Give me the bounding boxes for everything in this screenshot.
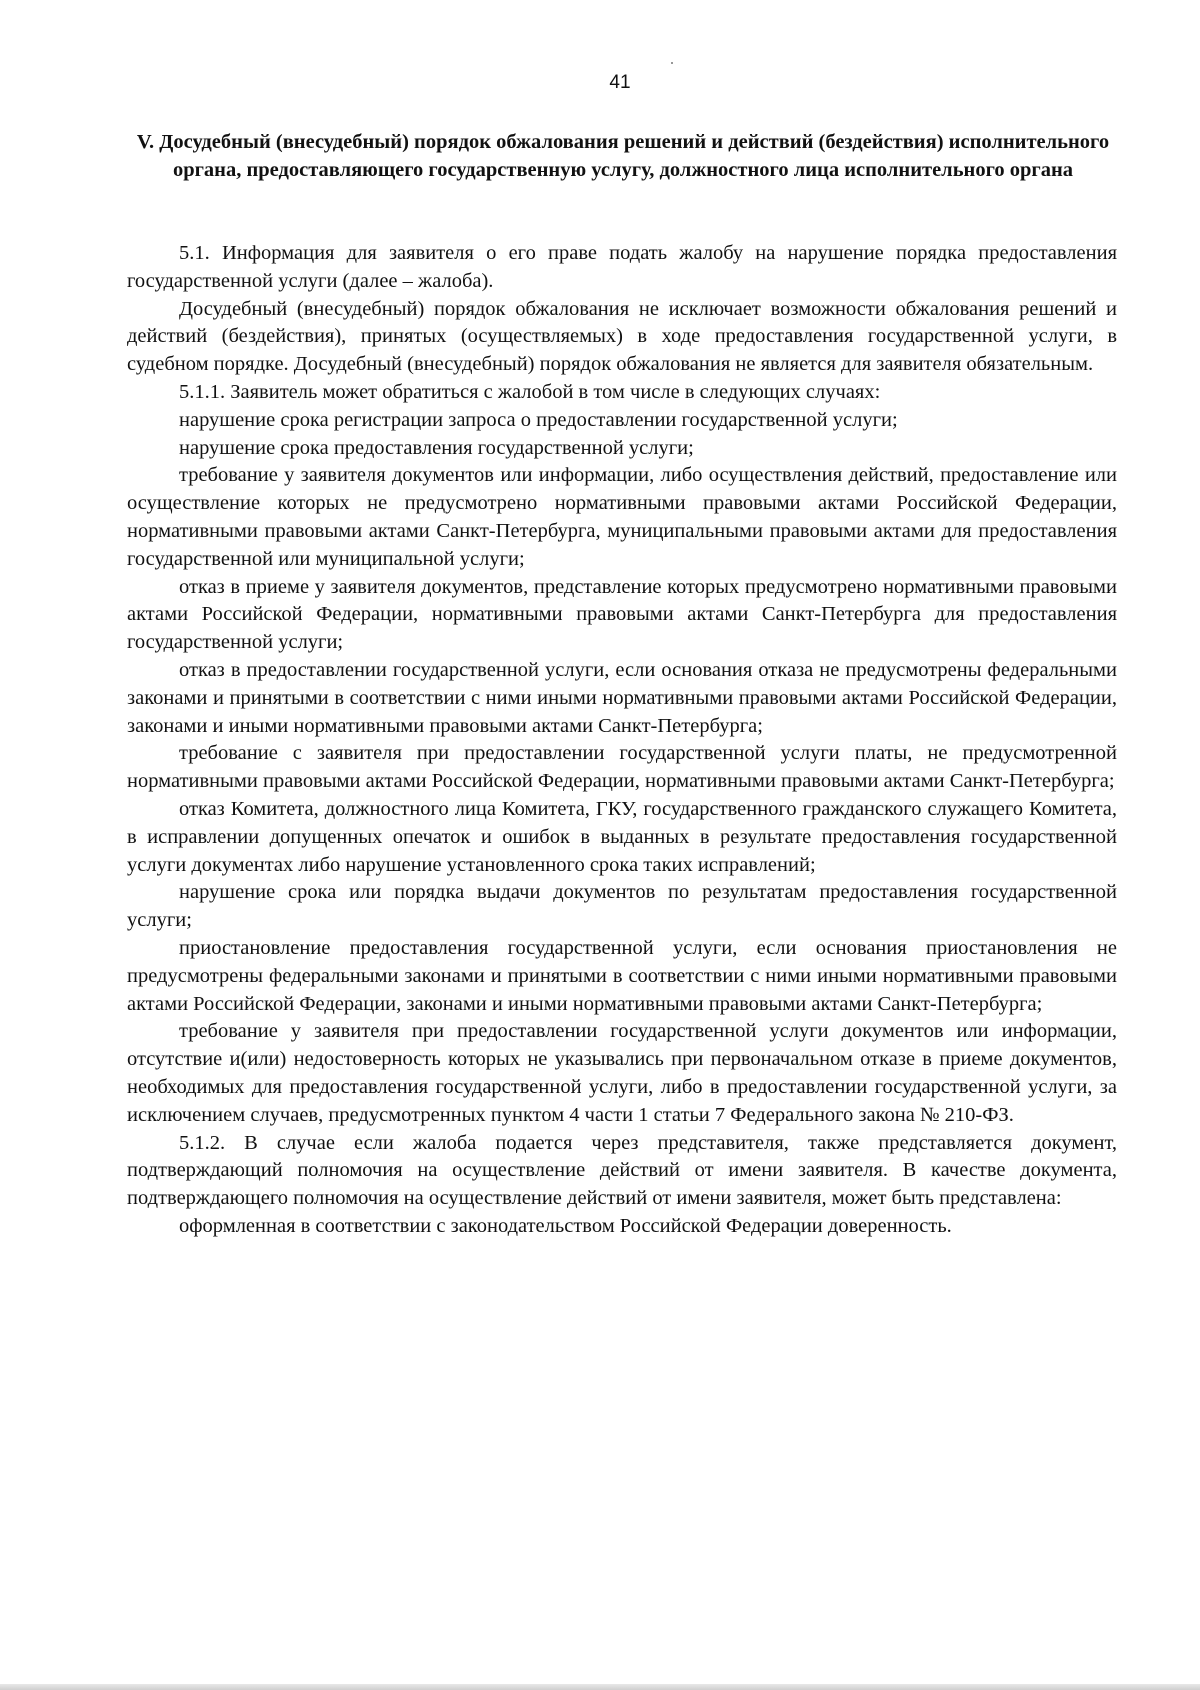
- list-item: отказ в приеме у заявителя документов, представление которых предусмотрено нормативными правовыми актами Российской Федерации, нормативными правовыми актами Санкт-Петербурга для предоставления государственной услуги;: [127, 575, 1117, 654]
- list-item-power-of-attorney: оформленная в соответствии с законодательством Российской Федерации доверенность.: [179, 1214, 952, 1237]
- list-item: нарушение срока предоставления государственной услуги;: [179, 436, 694, 459]
- section-body: [127, 240, 1117, 1241]
- section-title: V. Досудебный (внесудебный) порядок обжалования решений и действий (бездействия) исполнительного органа, предоставляющего государственную услугу, должностного лица исполнительного органа: [136, 131, 1110, 181]
- paragraph-pretrial-order: Досудебный (внесудебный) порядок обжалования не исключает возможности обжалования решений и действий (бездействия), принятых (осуществляемых) в ходе предоставления государственной услуги, в судебном порядке. Досудебный (внесудебный) порядок обжалования не является для заявителя обязательным.: [127, 297, 1117, 376]
- list-item: отказ Комитета, должностного лица Комитета, ГКУ, государственного гражданского служащего Комитета, в исправлении допущенных опечаток и ошибок в выданных в результате предоставления государственной услуги документах либо нарушение установленного срока таких исправлений;: [127, 797, 1117, 876]
- list-item: требование с заявителя при предоставлении государственной услуги платы, не предусмотренной нормативными правовыми актами Российской Федерации, нормативными правовыми актами Санкт-Петербурга;: [127, 742, 1117, 793]
- list-item: требование у заявителя при предоставлении государственной услуги документов или информации, отсутствие и(или) недостоверность которых не указывались при первоначальном отказе в приеме документов, необходимых для предоставления государственной услуги, либо в предоставлении государственной услуги, за исключением случаев, предусмотренных пунктом 4 части 1 статьи 7 Федерального закона № 210-ФЗ.: [127, 1020, 1117, 1126]
- scan-artifact-dot: [671, 62, 673, 64]
- list-item: требование у заявителя документов или информации, либо осуществления действий, предоставление или осуществление которых не предусмотрено нормативными правовыми актами Российской Федерации, нормативными правовыми актами Санкт-Петербурга, муниципальными правовыми актами для предоставления государственной или муниципальной услуги;: [127, 464, 1117, 570]
- list-item: нарушение срока или порядка выдачи документов по результатам предоставления государственной услуги;: [127, 881, 1117, 932]
- list-item: приостановление предоставления государственной услуги, если основания приостановления не предусмотрены федеральными законами и принятыми в соответствии с ними иными нормативными правовыми актами Российской Федерации, законами и иными нормативными правовыми актами Санкт-Петербурга;: [127, 936, 1117, 1015]
- paragraph-5-1: 5.1. Информация для заявителя о его праве подать жалобу на нарушение порядка предоставления государственной услуги (далее – жалоба).: [127, 242, 1117, 292]
- paragraph-5-1-2: 5.1.2. В случае если жалоба подается через представителя, также представляется документ, подтверждающий полномочия на осуществление действий от имени заявителя. В качестве документа, подтверждающего полномочия на осуществление действий от имени заявителя, может быть представлена:: [127, 1131, 1117, 1210]
- scan-edge-band: [0, 1684, 1200, 1690]
- page-number: 41: [609, 72, 631, 93]
- list-item: отказ в предоставлении государственной услуги, если основания отказа не предусмотрены федеральными законами и принятыми в соответствии с ними иными нормативными правовыми актами Российской Федерации, законами и иными нормативными правовыми актами Санкт-Петербурга;: [127, 658, 1117, 737]
- paragraph-5-1-1: 5.1.1. Заявитель может обратиться с жалобой в том числе в следующих случаях:: [179, 380, 881, 403]
- list-item: нарушение срока регистрации запроса о предоставлении государственной услуги;: [179, 408, 898, 431]
